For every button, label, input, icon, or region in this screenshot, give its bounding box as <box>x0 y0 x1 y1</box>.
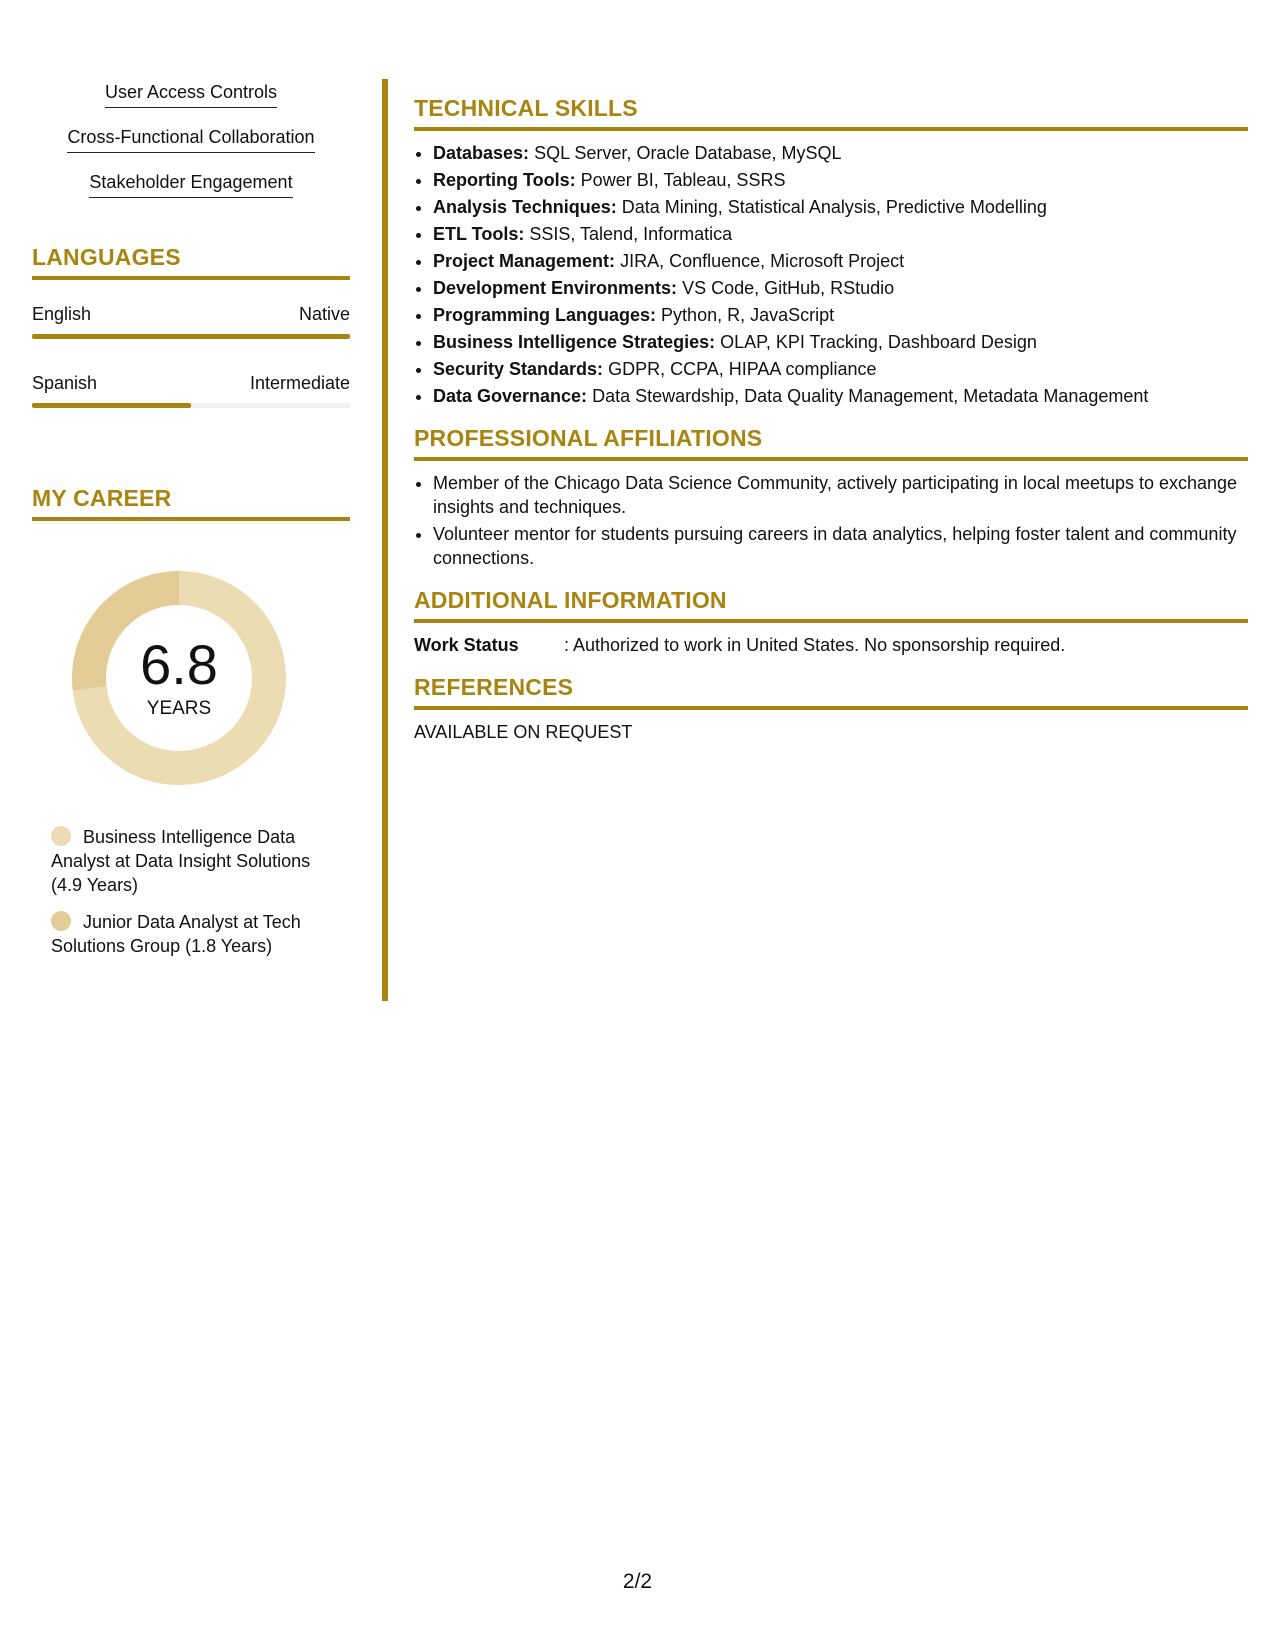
list-item: • Volunteer mentor for students pursuing careers in data analytics, helping foster talent and community connections. <box>433 522 1248 570</box>
skill-item <box>433 384 1248 408</box>
skill-category: Data Governance: <box>433 386 588 406</box>
language-item <box>32 371 350 408</box>
skill-values: Power BI, Tableau, SSRS <box>580 170 786 190</box>
language-proficiency-fill <box>32 334 350 339</box>
language-proficiency-fill <box>32 403 191 408</box>
work-status-value: : Authorized to work in United States. No sponsorship required. <box>564 635 1066 655</box>
affiliations-title: PROFESSIONAL AFFILIATIONS <box>414 424 1248 461</box>
donut-center <box>66 565 292 791</box>
skill-item <box>433 222 1248 246</box>
technical-skills-section <box>414 94 1248 408</box>
skill-category: Project Management: <box>433 251 616 271</box>
page-number: 2/2 <box>622 1570 653 1593</box>
career-legend <box>51 825 341 958</box>
skill-item <box>433 249 1248 273</box>
language-proficiency-bar <box>32 334 350 339</box>
legend-label: Junior Data Analyst at Tech Solutions Group (1.8 Years) <box>51 912 301 956</box>
skill-item <box>433 276 1248 300</box>
career-section <box>32 484 350 958</box>
skill-category: Databases: <box>433 143 530 163</box>
skill-category: Programming Languages: <box>433 305 657 325</box>
skill-tag: User Access Controls <box>105 80 277 108</box>
legend-item <box>51 825 341 897</box>
legend-label: Business Intelligence Data Analyst at Data Insight Solutions (4.9 Years) <box>51 827 311 895</box>
references-text: AVAILABLE ON REQUEST <box>414 722 633 742</box>
skill-item <box>433 330 1248 354</box>
skill-tag: Stakeholder Engagement <box>89 170 292 198</box>
career-total-unit: YEARS <box>146 698 212 719</box>
skill-item <box>433 195 1248 219</box>
skill-values: JIRA, Confluence, Microsoft Project <box>620 251 905 271</box>
language-level: Native <box>298 304 350 324</box>
skill-values: VS Code, GitHub, RStudio <box>682 278 895 298</box>
legend-item <box>51 910 341 958</box>
skill-tag: Cross-Functional Collaboration <box>67 125 314 153</box>
legend-dot <box>51 826 71 846</box>
skill-tags <box>32 80 350 215</box>
additional-info-title: ADDITIONAL INFORMATION <box>414 586 1248 623</box>
list-item: • Member of the Chicago Data Science Community, actively participating in local meetups to exchange insights and techniques. <box>433 471 1248 519</box>
career-donut-chart <box>66 565 292 791</box>
skill-category: ETL Tools: <box>433 224 525 244</box>
technical-skills-title: TECHNICAL SKILLS <box>414 94 1248 131</box>
language-item <box>32 302 350 339</box>
affiliations-section <box>414 424 1248 570</box>
right-column <box>414 94 1248 760</box>
affiliations-list <box>414 471 1248 570</box>
skill-values: Data Stewardship, Data Quality Management, Metadata Management <box>592 386 1149 406</box>
references-title: REFERENCES <box>414 673 1248 710</box>
language-proficiency-bar <box>32 403 350 408</box>
column-divider <box>382 79 388 1001</box>
skill-item <box>433 141 1248 165</box>
skill-values: SSIS, Talend, Informatica <box>529 224 733 244</box>
skill-values: GDPR, CCPA, HIPAA compliance <box>608 359 877 379</box>
career-title: MY CAREER <box>32 484 350 521</box>
skill-values: Data Mining, Statistical Analysis, Predictive Modelling <box>621 197 1047 217</box>
languages-section <box>32 243 350 408</box>
skill-item <box>433 357 1248 381</box>
skill-values: Python, R, JavaScript <box>661 305 835 325</box>
skill-category: Business Intelligence Strategies: <box>433 332 716 352</box>
technical-skills-list <box>414 141 1248 408</box>
skill-values: OLAP, KPI Tracking, Dashboard Design <box>720 332 1037 352</box>
language-name: English <box>32 304 92 324</box>
references-section <box>414 673 1248 744</box>
skill-category: Development Environments: <box>433 278 678 298</box>
skill-item <box>433 303 1248 327</box>
skill-category: Reporting Tools: <box>433 170 576 190</box>
legend-dot <box>51 911 71 931</box>
language-level: Intermediate <box>249 373 350 393</box>
skill-item <box>433 168 1248 192</box>
additional-info-section <box>414 586 1248 657</box>
work-status-label: Work Status <box>414 635 519 655</box>
language-name: Spanish <box>32 373 98 393</box>
work-status-row <box>414 633 1248 657</box>
career-total-years: 6.8 <box>140 633 218 696</box>
skill-category: Security Standards: <box>433 359 604 379</box>
skill-category: Analysis Techniques: <box>433 197 617 217</box>
skill-values: SQL Server, Oracle Database, MySQL <box>534 143 842 163</box>
languages-title: LANGUAGES <box>32 243 350 280</box>
left-column <box>32 80 350 971</box>
